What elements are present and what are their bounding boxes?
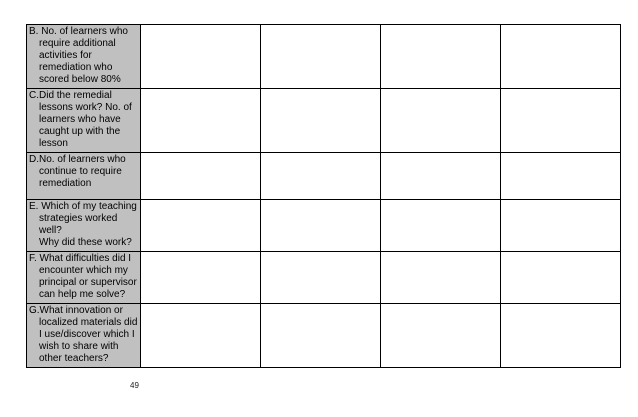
row-label-text: C.Did the remedial lessons work? No. of learners who have caught up with the lesson [29,90,132,149]
day-cell-wednesday[interactable] [381,153,501,200]
reflection-table [26,24,621,368]
day-cell-wednesday[interactable] [381,304,501,368]
day-cell-tuesday[interactable] [261,304,381,368]
day-cell-thursday[interactable] [501,200,621,252]
page-number: 49 [130,381,139,390]
row-label-text: E. Which of my teaching strategies worked well? Why did these work? [29,201,137,248]
reflection-table-sheet [26,24,616,368]
day-cell-wednesday[interactable] [381,252,501,304]
day-cell-tuesday[interactable] [261,89,381,153]
row-label-e [27,200,141,252]
table-row-b [27,25,621,89]
day-cell-monday[interactable] [141,25,261,89]
day-cell-thursday[interactable] [501,153,621,200]
table-row-f [27,252,621,304]
row-label-text: D.No. of learners who continue to require remediation [29,154,126,189]
table-row-d [27,153,621,200]
day-cell-thursday[interactable] [501,304,621,368]
table-row-g [27,304,621,368]
day-cell-tuesday[interactable] [261,25,381,89]
day-cell-wednesday[interactable] [381,89,501,153]
row-label-c [27,89,141,153]
row-label-f [27,252,141,304]
row-label-b [27,25,141,89]
day-cell-tuesday[interactable] [261,153,381,200]
row-label-d [27,153,141,200]
row-label-text: F. What difficulties did I encounter which my principal or supervisor can help me solve? [29,253,137,300]
day-cell-wednesday[interactable] [381,200,501,252]
day-cell-tuesday[interactable] [261,200,381,252]
day-cell-monday[interactable] [141,304,261,368]
table-row-e [27,200,621,252]
day-cell-monday[interactable] [141,89,261,153]
day-cell-wednesday[interactable] [381,25,501,89]
day-cell-monday[interactable] [141,200,261,252]
row-label-g [27,304,141,368]
row-label-text: B. No. of learners who require additional activities for remediation who scored below 80% [29,26,128,85]
day-cell-thursday[interactable] [501,89,621,153]
day-cell-monday[interactable] [141,252,261,304]
table-row-c [27,89,621,153]
row-label-text: G.What innovation or localized materials did I use/discover which I wish to share with other teachers? [29,305,138,364]
day-cell-tuesday[interactable] [261,252,381,304]
day-cell-thursday[interactable] [501,25,621,89]
day-cell-monday[interactable] [141,153,261,200]
day-cell-thursday[interactable] [501,252,621,304]
